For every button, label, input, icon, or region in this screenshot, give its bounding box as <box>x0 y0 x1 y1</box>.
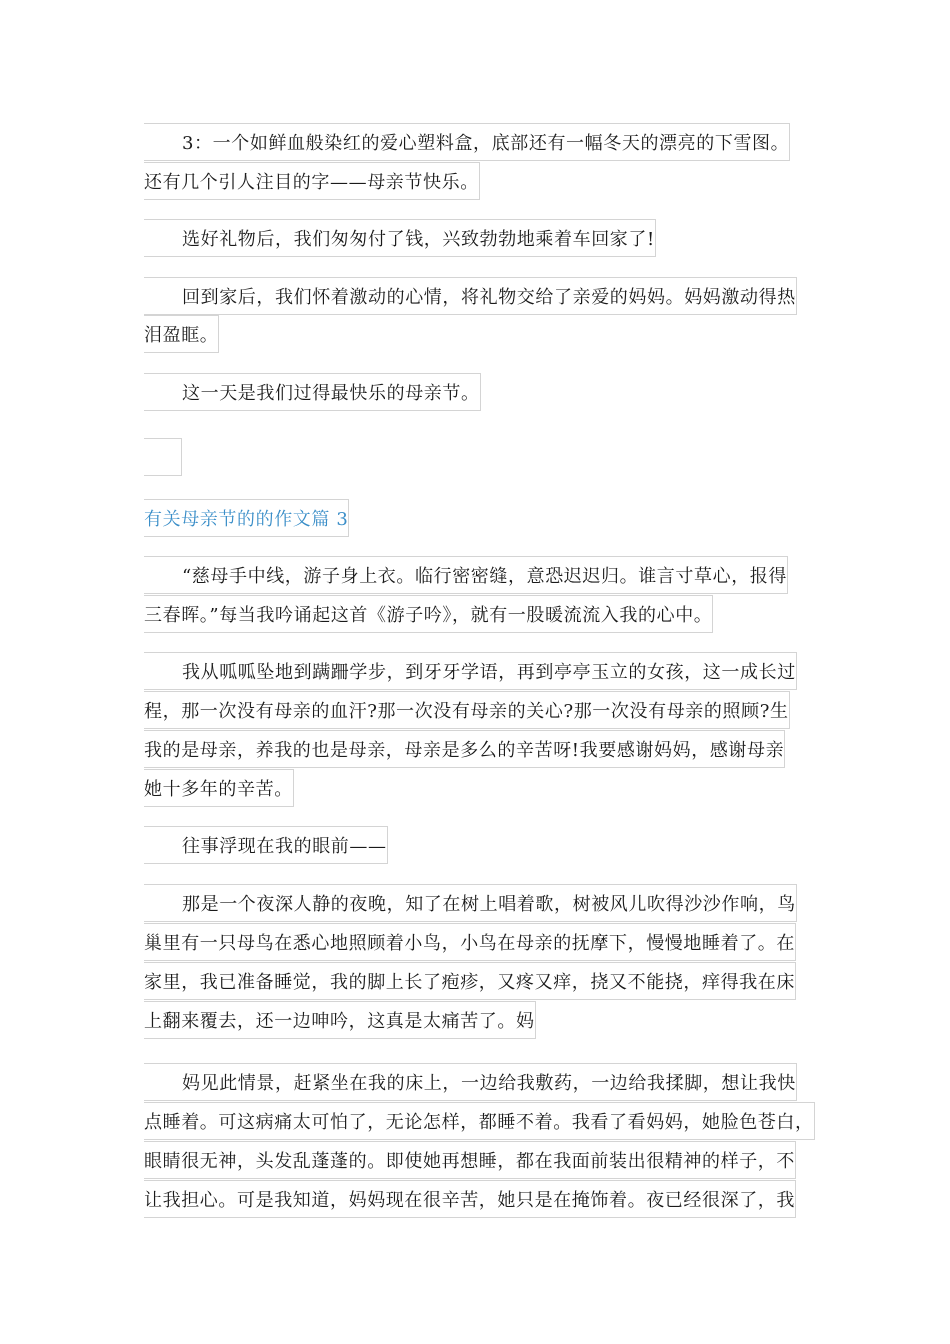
text-line <box>144 652 797 690</box>
line-text: 妈见此情景，赶紧坐在我的床上，一边给我敷药，一边给我揉脚，想让我快 <box>182 1073 796 1094</box>
text-line <box>144 556 788 594</box>
line-text: 程，那一次没有母亲的血汗?那一次没有母亲的关心?那一次没有母亲的照顾?生 <box>144 701 789 722</box>
line-text: 我从呱呱坠地到蹒跚学步，到牙牙学语，再到亭亭玉立的女孩，这一成长过 <box>182 662 796 683</box>
text-line <box>144 1180 796 1218</box>
text-line <box>144 315 219 353</box>
text-line <box>144 691 790 729</box>
line-text: 巢里有一只母鸟在悉心地照顾着小鸟，小鸟在母亲的抚摩下，慢慢地睡着了。在 <box>144 933 795 954</box>
text-line <box>144 730 785 768</box>
text-line <box>144 826 388 864</box>
line-text: 让我担心。可是我知道，妈妈现在很辛苦，她只是在掩饰着。夜已经很深了，我 <box>144 1190 795 1211</box>
line-text: 上翻来覆去，还一边呻吟，这真是太痛苦了。妈 <box>144 1011 535 1032</box>
text-line <box>144 595 713 633</box>
text-line <box>144 123 790 161</box>
line-text: 泪盈眶。 <box>144 325 219 346</box>
line-text: 三春晖。”每当我吟诵起这首《游子吟》，就有一股暖流流入我的心中。 <box>144 605 713 626</box>
section-heading <box>144 499 349 537</box>
text-line <box>144 1102 815 1140</box>
text-line <box>144 162 480 200</box>
line-text: 家里，我已准备睡觉，我的脚上长了疱疹，又疼又痒，挠又不能挠，痒得我在床 <box>144 972 795 993</box>
line-text: 选好礼物后，我们匆匆付了钱，兴致勃勃地乘着车回家了! <box>182 229 655 250</box>
line-text: 3：一个如鲜血般染红的爱心塑料盒，底部还有一幅冬天的漂亮的下雪图。 <box>182 133 790 154</box>
text-line <box>144 1141 796 1179</box>
line-text: 她十多年的辛苦。 <box>144 779 293 800</box>
empty-line <box>144 438 182 476</box>
text-line <box>144 769 294 807</box>
text-line <box>144 219 656 257</box>
line-text: 回到家后，我们怀着激动的心情，将礼物交给了亲爱的妈妈。妈妈激动得热 <box>182 287 796 308</box>
text-line <box>144 373 481 411</box>
text-line <box>144 962 796 1000</box>
text-line <box>144 277 797 315</box>
line-text: 我的是母亲，养我的也是母亲，母亲是多么的辛苦呀!我要感谢妈妈，感谢母亲 <box>144 740 785 761</box>
text-line <box>144 1001 536 1039</box>
line-text: 眼睛很无神，头发乱蓬蓬的。即使她再想睡，都在我面前装出很精神的样子，不 <box>144 1151 795 1172</box>
line-text: 还有几个引人注目的字——母亲节快乐。 <box>144 172 479 193</box>
text-line <box>144 1063 797 1101</box>
line-text: 往事浮现在我的眼前—— <box>182 836 387 857</box>
heading-text: 有关母亲节的的作文篇 3 <box>144 509 349 530</box>
line-text: 这一天是我们过得最快乐的母亲节。 <box>182 383 480 404</box>
text-line <box>144 923 796 961</box>
line-text: 点睡着。可这病痛太可怕了，无论怎样，都睡不着。我看了看妈妈，她脸色苍白， <box>144 1112 814 1133</box>
line-text: 那是一个夜深人静的夜晚，知了在树上唱着歌，树被风儿吹得沙沙作响，鸟 <box>182 894 796 915</box>
line-text: “慈母手中线，游子身上衣。临行密密缝，意恐迟迟归。谁言寸草心，报得 <box>182 566 787 587</box>
text-line <box>144 884 797 922</box>
